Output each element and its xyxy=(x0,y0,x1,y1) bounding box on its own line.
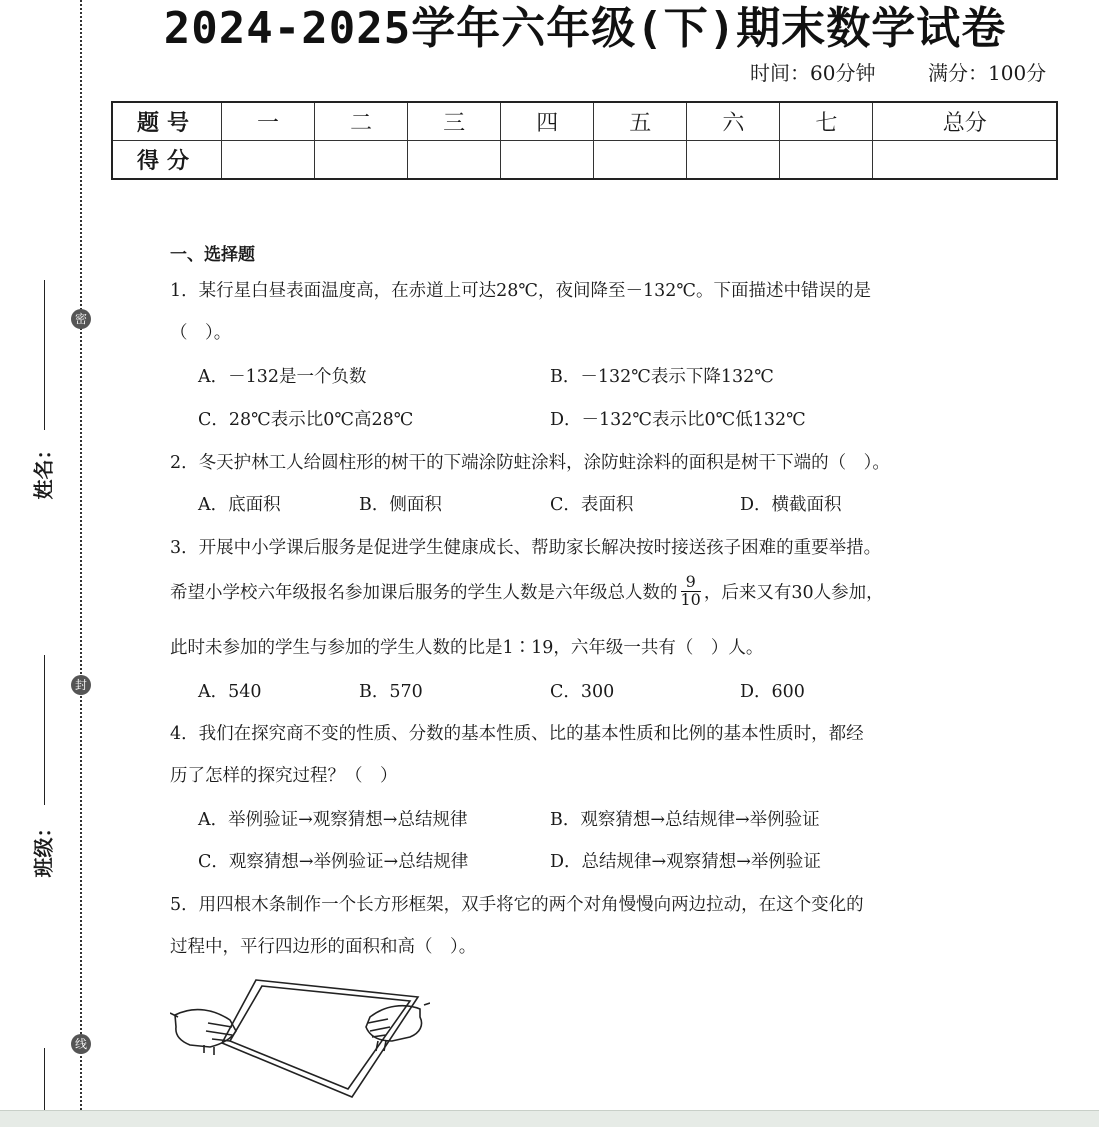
score-table-header-row xyxy=(112,102,1057,141)
q3-stem-line1: 3．开展中小学课后服务是促进学生健康成长、帮助家长解决按时接送孩子困难的重要举措。 xyxy=(170,538,882,558)
q4-option-b: B．观察猜想→总结规律→举例验证 xyxy=(550,810,820,830)
col-4: 四 xyxy=(501,102,594,141)
q2-option-b: B．侧面积 xyxy=(359,495,442,515)
col-1: 一 xyxy=(222,102,315,141)
q1-option-a: A．－132是一个负数 xyxy=(198,367,367,387)
score-table xyxy=(111,101,1058,180)
score-cell[interactable] xyxy=(594,141,687,180)
frame-pulling-illustration xyxy=(170,975,430,1105)
exam-time: 时间：60分钟 xyxy=(750,61,876,85)
q4-option-a: A．举例验证→观察猜想→总结规律 xyxy=(198,810,468,830)
q3-option-b: B．570 xyxy=(359,682,423,702)
fraction-nine-tenths xyxy=(681,574,701,609)
q4-stem-line1: 4．我们在探究商不变的性质、分数的基本性质、比的基本性质和比例的基本性质时，都经 xyxy=(170,724,864,744)
score-cell[interactable] xyxy=(873,141,1057,180)
q1-option-b: B．－132℃表示下降132℃ xyxy=(550,367,774,387)
exam-title: 2024-2025学年六年级(下)期末数学试卷 xyxy=(163,3,1007,54)
section-title-choice: 一、选择题 xyxy=(170,245,255,265)
q3-stem-line2-part2: ，后来又有30人参加， xyxy=(703,582,884,603)
class-underline xyxy=(44,655,45,805)
q4-option-d: D．总结规律→观察猜想→举例验证 xyxy=(550,852,821,872)
col-3: 三 xyxy=(408,102,501,141)
extra-underline xyxy=(44,1048,45,1110)
score-cell[interactable] xyxy=(780,141,873,180)
q2-option-c: C．表面积 xyxy=(550,495,634,515)
q3-stem-line3: 此时未参加的学生与参加的学生人数的比是1∶19，六年级一共有（ ）人。 xyxy=(170,638,764,658)
fraction-denominator: 10 xyxy=(680,589,701,609)
name-underline xyxy=(44,280,45,430)
col-6: 六 xyxy=(687,102,780,141)
col-2: 二 xyxy=(315,102,408,141)
q2-option-a: A．底面积 xyxy=(198,495,281,515)
q1-option-c: C．28℃表示比0℃高28℃ xyxy=(198,410,414,430)
score-cell[interactable] xyxy=(501,141,594,180)
q2-option-d: D．横截面积 xyxy=(740,495,842,515)
name-label: 姓名： xyxy=(31,439,56,500)
q1-stem-line2: （ ）。 xyxy=(170,323,232,343)
class-label: 班级： xyxy=(31,817,56,878)
seal-mark-xian: 线 xyxy=(71,1034,91,1054)
col-total: 总分 xyxy=(873,102,1057,141)
q5-stem-line1: 5．用四根木条制作一个长方形框架，双手将它的两个对角慢慢向两边拉动，在这个变化的 xyxy=(170,895,864,915)
score-table-score-row xyxy=(112,141,1057,180)
q1-stem-line1: 1．某行星白昼表面温度高，在赤道上可达28℃，夜间降至－132℃。下面描述中错误的是 xyxy=(170,281,871,301)
q3-stem-line2 xyxy=(170,572,884,611)
score-cell[interactable] xyxy=(222,141,315,180)
q5-stem-line2: 过程中，平行四边形的面积和高（ ）。 xyxy=(170,937,477,957)
seal-mark-feng: 封 xyxy=(71,675,91,695)
question-number-label: 题号 xyxy=(112,102,222,141)
score-cell[interactable] xyxy=(687,141,780,180)
q4-option-c: C．观察猜想→举例验证→总结规律 xyxy=(198,852,469,872)
score-cell[interactable] xyxy=(315,141,408,180)
exam-full-score: 满分：100分 xyxy=(928,61,1047,85)
score-cell[interactable] xyxy=(408,141,501,180)
q2-stem-line1: 2．冬天护林工人给圆柱形的树干的下端涂防蛀涂料，涂防蛀涂料的面积是树干下端的（ ）。 xyxy=(170,453,890,473)
fraction-numerator: 9 xyxy=(681,574,701,592)
page-bottom-edge xyxy=(0,1110,1099,1127)
q1-option-d: D．－132℃表示比0℃低132℃ xyxy=(550,410,806,430)
q3-stem-line2-part1: 希望小学校六年级报名参加课后服务的学生人数是六年级总人数的 xyxy=(170,582,678,603)
col-5: 五 xyxy=(594,102,687,141)
score-label: 得分 xyxy=(112,141,222,180)
col-7: 七 xyxy=(780,102,873,141)
q3-option-a: A．540 xyxy=(198,682,262,702)
seal-mark-mi: 密 xyxy=(71,309,91,329)
q3-option-c: C．300 xyxy=(550,682,615,702)
binding-dotted-line xyxy=(80,0,82,1110)
q3-option-d: D．600 xyxy=(740,682,805,702)
q4-stem-line2: 历了怎样的探究过程？（ ） xyxy=(170,766,398,786)
